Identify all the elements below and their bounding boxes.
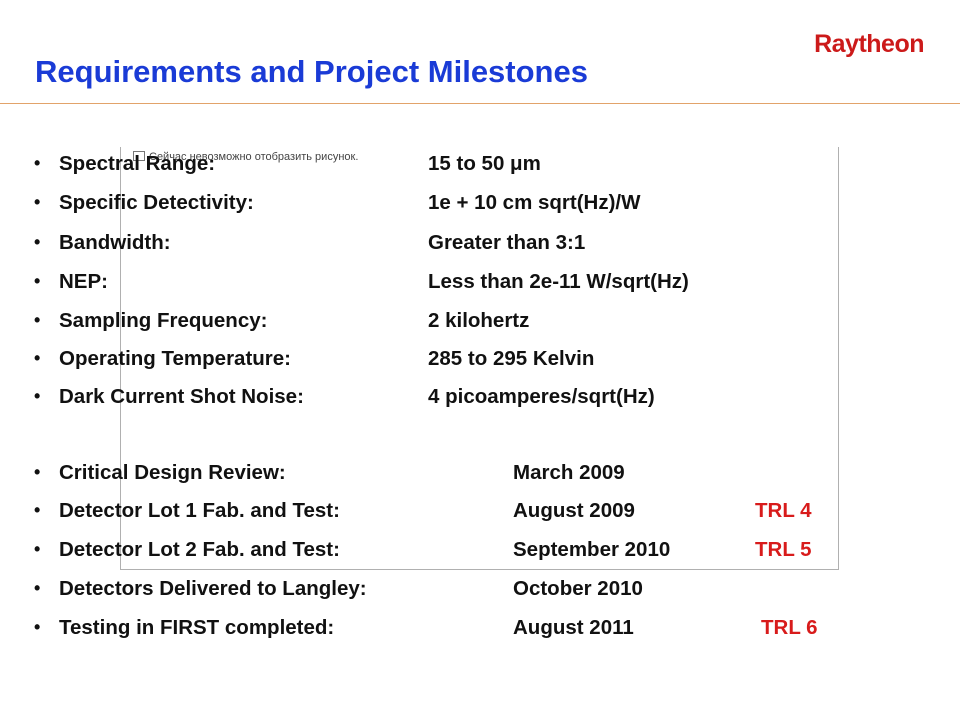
requirement-value: 15 to 50 μm — [428, 152, 541, 175]
bullet: • — [34, 192, 41, 212]
trl-badge: TRL 6 — [761, 616, 818, 639]
bullet: • — [34, 462, 41, 482]
bullet: • — [34, 617, 41, 637]
milestone-item — [34, 459, 914, 487]
page-title: Requirements and Project Milestones — [35, 54, 588, 89]
requirement-item — [34, 229, 914, 257]
trl-badge: TRL 5 — [755, 538, 812, 561]
requirement-label: Dark Current Shot Noise: — [59, 385, 304, 408]
requirement-label: Operating Temperature: — [59, 347, 291, 370]
title-divider — [0, 103, 960, 104]
requirement-value: 285 to 295 Kelvin — [428, 347, 595, 370]
milestone-date: March 2009 — [513, 461, 625, 484]
requirement-item — [34, 268, 914, 296]
requirement-item — [34, 345, 914, 373]
milestone-item — [34, 614, 914, 642]
milestone-label: Detector Lot 2 Fab. and Test: — [59, 538, 340, 561]
bullet: • — [34, 539, 41, 559]
requirement-item — [34, 150, 914, 178]
placeholder-caption-text: Сейчас невозможно отобразить рисунок. — [149, 151, 359, 163]
milestone-item — [34, 575, 914, 603]
requirement-label: Spectral Range: — [59, 152, 216, 175]
requirement-item — [34, 307, 914, 335]
milestone-item — [34, 497, 914, 525]
requirement-label: NEP: — [59, 270, 108, 293]
milestone-item — [34, 536, 914, 564]
requirement-item — [34, 383, 914, 411]
bullet: • — [34, 153, 41, 173]
requirement-value: 4 picoamperes/sqrt(Hz) — [428, 385, 655, 408]
requirement-label: Sampling Frequency: — [59, 309, 268, 332]
bullet: • — [34, 386, 41, 406]
bullet: • — [34, 500, 41, 520]
bullet: • — [34, 232, 41, 252]
raytheon-logo: Raytheon — [814, 30, 924, 58]
requirement-item — [34, 189, 914, 217]
requirement-value: 1e + 10 cm sqrt(Hz)/W — [428, 191, 641, 214]
bullet: • — [34, 310, 41, 330]
milestone-date: October 2010 — [513, 577, 643, 600]
bullet: • — [34, 578, 41, 598]
milestone-label: Critical Design Review: — [59, 461, 286, 484]
milestone-label: Detector Lot 1 Fab. and Test: — [59, 499, 340, 522]
bullet: • — [34, 271, 41, 291]
milestone-date: August 2011 — [513, 616, 634, 639]
trl-badge: TRL 4 — [755, 499, 812, 522]
requirement-value: Greater than 3:1 — [428, 231, 586, 254]
milestone-label: Detectors Delivered to Langley: — [59, 577, 367, 600]
requirement-value: 2 kilohertz — [428, 309, 530, 332]
requirement-value: Less than 2e-11 W/sqrt(Hz) — [428, 270, 689, 293]
milestone-label: Testing in FIRST completed: — [59, 616, 335, 639]
milestone-date: August 2009 — [513, 499, 635, 522]
bullet: • — [34, 348, 41, 368]
requirement-label: Bandwidth: — [59, 231, 171, 254]
milestone-date: September 2010 — [513, 538, 671, 561]
requirement-label: Specific Detectivity: — [59, 191, 254, 214]
